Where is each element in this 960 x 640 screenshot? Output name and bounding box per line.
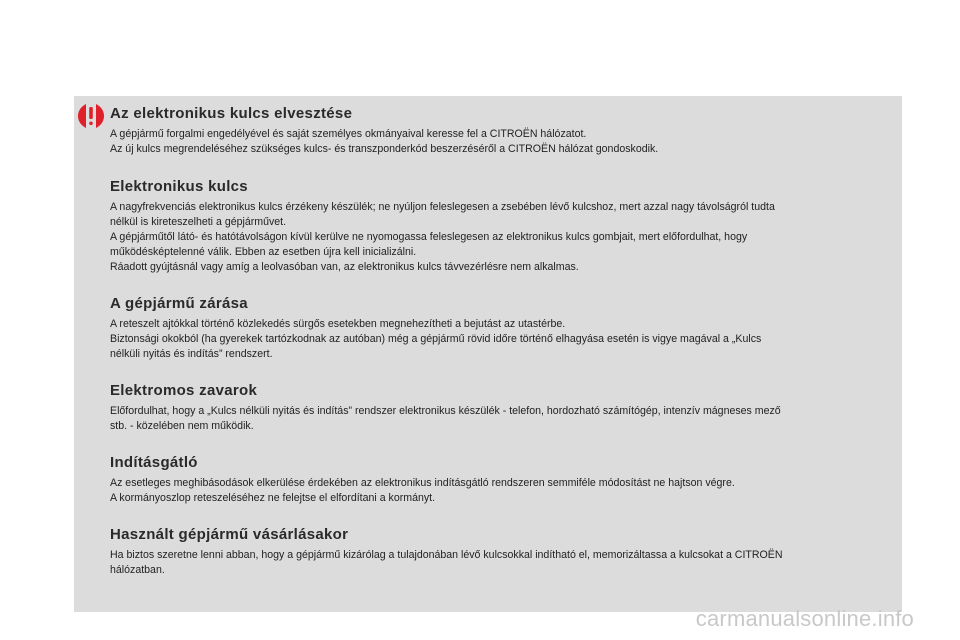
section-title: Használt gépjármű vásárlásakor [110, 526, 349, 543]
section-body: A reteszelt ajtókkal történő közlekedés sürgős esetekben megnehezítheti a bejutást az utastérbe. Biztonsági okokból (ha gyerekek tartózkodnak az autóban) még a gépjármű rövid időre történő elhagyása esetén is vigye magával a „Kulcs nélküli nyitás és indítás” rendszert. [110, 318, 762, 360]
section-vehicle-locking [110, 294, 890, 362]
section-title: A gépjármű zárása [110, 295, 248, 312]
section-lost-key [110, 104, 890, 157]
section-title: Indításgátló [110, 454, 198, 471]
section-body: A gépjármű forgalmi engedélyével és saját személyes okmányaival keresse fel a CITROËN hálózatot. Az új kulcs megrendeléséhez szükséges kulcs- és transzponderkód beszerzéséről a CITROËN hálózat gondoskodik. [110, 128, 659, 155]
section-body: A nagyfrekvenciás elektronikus kulcs érzékeny készülék; ne nyúljon feleslegesen a zsebében lévő kulcshoz, mert azzal nagy távolságról tudta nélkül is kireteszelheti a gépjárművet. A gépjárműtől látó- és hatótávolságon kívül kerülve ne nyomogassa feleslegesen az elektronikus kulcs gombjait, mert előfordulhat, hogy működésképtelenné válik. Ebben az esetben újra kell inicializálni. Ráadott gyújtásnál vagy amíg a leolvasóban van, az elektronikus kulcs távvezérlésre nem alkalmas. [110, 201, 775, 273]
section-immobiliser [110, 453, 890, 506]
section-used-vehicle [110, 525, 890, 578]
section-electronic-key [110, 177, 890, 275]
section-body: Ha biztos szeretne lenni abban, hogy a gépjármű kizárólag a tulajdonában lévő kulcsokkal indítható el, memorizáltassa a kulcsokat a CITROËN hálózatban. [110, 549, 783, 576]
section-body: Előfordulhat, hogy a „Kulcs nélküli nyitás és indítás” rendszer elektronikus készülék - telefon, hordozható számítógép, intenzív mágneses mező stb. - közelében nem működik. [110, 405, 781, 432]
section-body: Az esetleges meghibásodások elkerülése érdekében az elektronikus indításgátló rendszeren semmiféle módosítást ne hajtson végre. A kormányoszlop reteszeléséhez ne felejtse el elfordítani a kormányt. [110, 477, 735, 504]
section-electrical-interference [110, 381, 890, 434]
section-title: Elektromos zavarok [110, 382, 258, 399]
content [110, 104, 890, 578]
section-title: Elektronikus kulcs [110, 178, 248, 195]
section-title: Az elektronikus kulcs elvesztése [110, 105, 353, 122]
watermark: carmanualsonline.info [695, 606, 914, 631]
warning-exclamation-icon [78, 103, 104, 129]
